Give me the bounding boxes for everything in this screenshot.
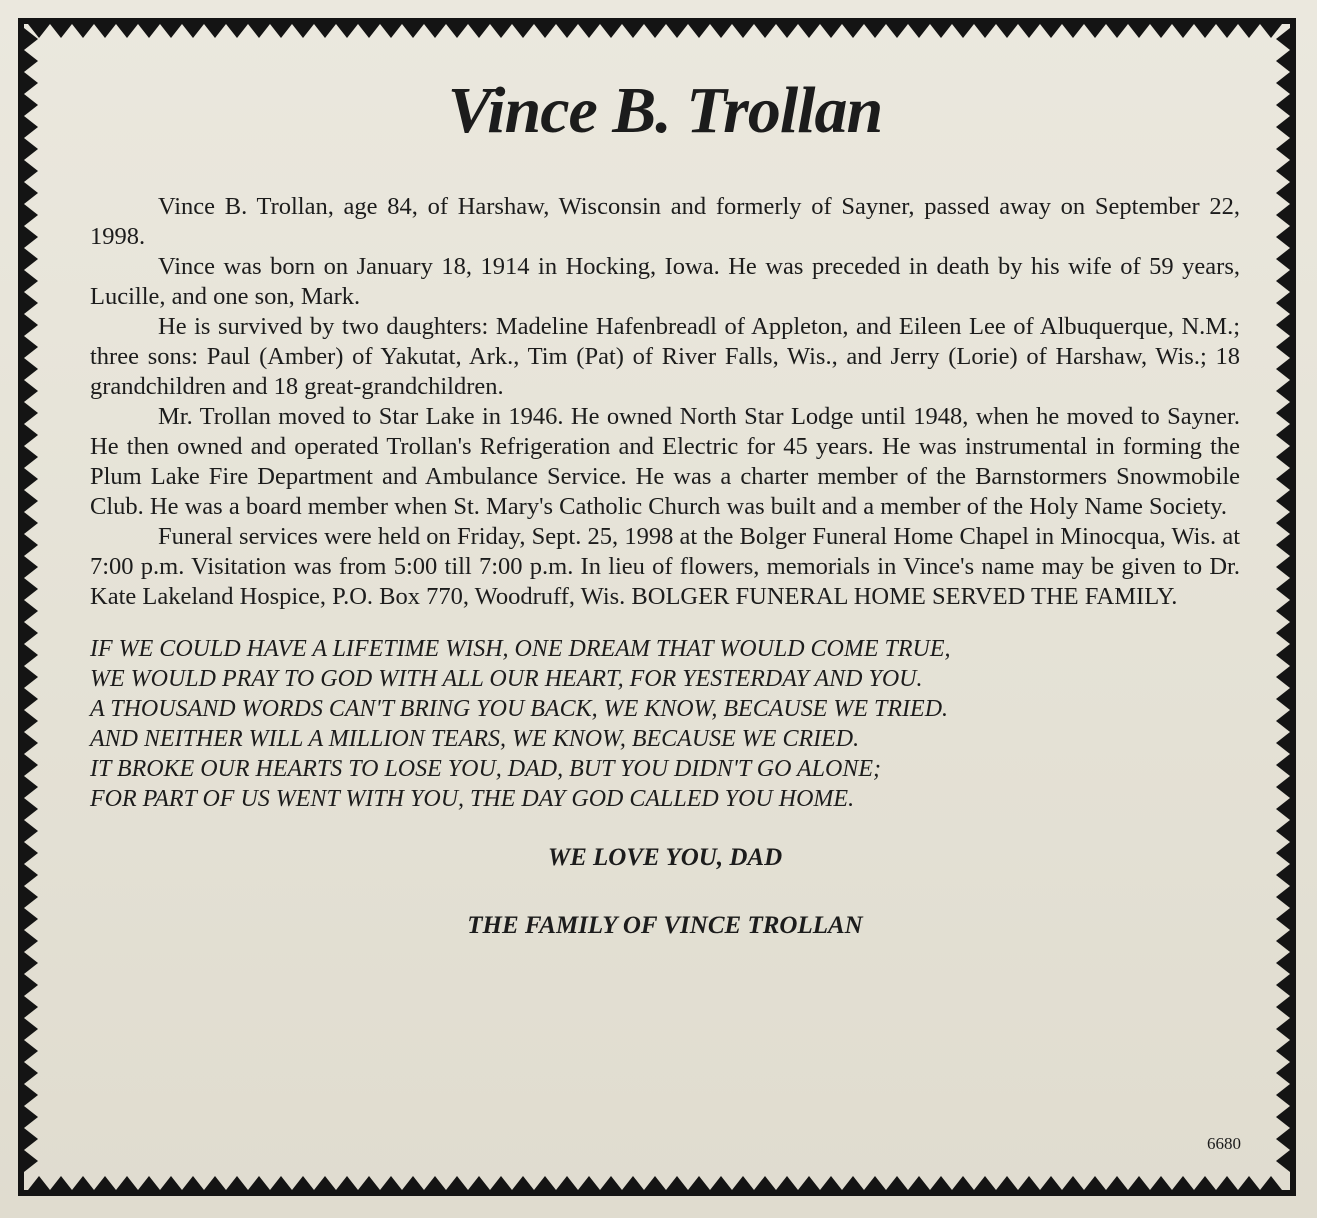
border-tooth xyxy=(1276,116,1290,138)
border-tooth xyxy=(1150,1176,1172,1190)
border-tooth xyxy=(424,24,446,38)
border-tooth xyxy=(1276,710,1290,732)
border-tooth xyxy=(24,820,38,842)
verse-line: IT BROKE OUR HEARTS TO LOSE YOU, DAD, BUT YOU DIDN'T GO ALONE; xyxy=(90,756,881,782)
border-tooth xyxy=(24,402,38,424)
border-tooth xyxy=(24,908,38,930)
border-tooth xyxy=(1276,94,1290,116)
border-tooth xyxy=(24,644,38,666)
border-tooth xyxy=(534,24,556,38)
border-tooth xyxy=(138,24,160,38)
border-tooth xyxy=(732,1176,754,1190)
border-tooth xyxy=(468,24,490,38)
border-tooth xyxy=(864,1176,886,1190)
border-tooth xyxy=(1040,24,1062,38)
border-tooth xyxy=(24,380,38,402)
border-tooth xyxy=(1216,24,1238,38)
border-tooth xyxy=(402,24,424,38)
border-tooth xyxy=(1276,556,1290,578)
border-tooth xyxy=(600,24,622,38)
memorial-verse xyxy=(90,634,1240,814)
border-tooth xyxy=(248,1176,270,1190)
border-tooth xyxy=(798,1176,820,1190)
border-tooth xyxy=(24,996,38,1018)
border-tooth xyxy=(776,1176,798,1190)
border-tooth xyxy=(292,24,314,38)
border-tooth xyxy=(1276,270,1290,292)
border-tooth xyxy=(820,24,842,38)
border-tooth xyxy=(24,468,38,490)
border-tooth xyxy=(578,24,600,38)
border-tooth xyxy=(1276,622,1290,644)
border-tooth xyxy=(1084,1176,1106,1190)
border-tooth xyxy=(930,1176,952,1190)
border-tooth xyxy=(292,1176,314,1190)
border-tooth xyxy=(952,1176,974,1190)
border-tooth xyxy=(1194,1176,1216,1190)
border-tooth xyxy=(358,1176,380,1190)
border-tooth xyxy=(24,424,38,446)
border-tooth xyxy=(94,24,116,38)
border-tooth xyxy=(24,1150,38,1172)
border-tooth xyxy=(1172,1176,1194,1190)
border-tooth xyxy=(1276,446,1290,468)
border-tooth xyxy=(24,864,38,886)
border-tooth xyxy=(380,24,402,38)
border-tooth xyxy=(24,270,38,292)
border-tooth xyxy=(24,1062,38,1084)
border-tooth xyxy=(182,1176,204,1190)
border-tooth xyxy=(666,1176,688,1190)
border-tooth xyxy=(380,1176,402,1190)
border-tooth xyxy=(1276,380,1290,402)
border-tooth xyxy=(1276,886,1290,908)
border-tooth xyxy=(622,1176,644,1190)
border-tooth xyxy=(952,24,974,38)
border-tooth xyxy=(468,1176,490,1190)
border-tooth xyxy=(1276,28,1290,50)
border-tooth xyxy=(556,24,578,38)
border-tooth xyxy=(1276,292,1290,314)
border-tooth xyxy=(754,24,776,38)
border-tooth xyxy=(28,1176,50,1190)
verse-line: AND NEITHER WILL A MILLION TEARS, WE KNOW, BECAUSE WE CRIED. xyxy=(90,726,860,752)
border-tooth xyxy=(1194,24,1216,38)
border-tooth xyxy=(24,974,38,996)
border-tooth xyxy=(974,24,996,38)
border-tooth xyxy=(820,1176,842,1190)
border-tooth xyxy=(94,1176,116,1190)
border-tooth xyxy=(1276,160,1290,182)
border-tooth xyxy=(226,24,248,38)
border-tooth xyxy=(24,1018,38,1040)
border-tooth xyxy=(798,24,820,38)
border-tooth xyxy=(930,24,952,38)
border-tooth xyxy=(24,204,38,226)
border-tooth xyxy=(1276,1040,1290,1062)
border-tooth xyxy=(24,1106,38,1128)
border-tooth xyxy=(1172,24,1194,38)
border-tooth xyxy=(138,1176,160,1190)
border-tooth xyxy=(644,1176,666,1190)
border-tooth xyxy=(358,24,380,38)
border-tooth xyxy=(226,1176,248,1190)
border-tooth xyxy=(24,666,38,688)
border-tooth xyxy=(1276,666,1290,688)
border-tooth xyxy=(512,24,534,38)
border-tooth xyxy=(402,1176,424,1190)
border-tooth xyxy=(1276,776,1290,798)
border-tooth xyxy=(24,930,38,952)
border-tooth xyxy=(1276,1084,1290,1106)
border-tooth xyxy=(1084,24,1106,38)
border-tooth xyxy=(24,336,38,358)
border-tooth xyxy=(1276,864,1290,886)
border-tooth xyxy=(600,1176,622,1190)
ad-code: 6680 xyxy=(1207,1134,1241,1153)
border-tooth xyxy=(578,1176,600,1190)
border-tooth xyxy=(50,24,72,38)
border-tooth xyxy=(1276,754,1290,776)
border-tooth xyxy=(336,1176,358,1190)
border-tooth xyxy=(1276,930,1290,952)
border-tooth xyxy=(24,842,38,864)
border-tooth xyxy=(908,1176,930,1190)
border-tooth xyxy=(1062,24,1084,38)
border-tooth xyxy=(1216,1176,1238,1190)
border-tooth xyxy=(160,1176,182,1190)
closing-line: WE LOVE YOU, DAD xyxy=(547,844,783,871)
border-tooth xyxy=(710,24,732,38)
border-tooth xyxy=(24,578,38,600)
border-tooth xyxy=(24,952,38,974)
border-tooth xyxy=(490,24,512,38)
border-tooth xyxy=(24,534,38,556)
border-tooth xyxy=(424,1176,446,1190)
border-tooth xyxy=(1106,24,1128,38)
obituary-body xyxy=(90,192,1240,612)
border-tooth xyxy=(270,1176,292,1190)
obituary-paragraph: Mr. Trollan moved to Star Lake in 1946. He owned North Star Lodge until 1948, when he moved to Sayner. He then owned and operated Trollan's Refrigeration and Electric for 45 years. He was instrumental in forming the Plum Lake Fire Department and Ambulance Service. He was a charter member of the Barnstormers Snowmobile Club. He was a board member when St. Mary's Catholic Church was built and a member of the Holy Name Society. xyxy=(90,403,1240,520)
verse-line: WE WOULD PRAY TO GOD WITH ALL OUR HEART, FOR YESTERDAY AND YOU. xyxy=(90,666,923,692)
verse-line: FOR PART OF US WENT WITH YOU, THE DAY GOD CALLED YOU HOME. xyxy=(90,786,855,812)
border-tooth xyxy=(72,24,94,38)
border-tooth xyxy=(336,24,358,38)
border-tooth xyxy=(1276,72,1290,94)
border-tooth xyxy=(50,1176,72,1190)
border-tooth xyxy=(1276,600,1290,622)
border-tooth xyxy=(1276,490,1290,512)
border-tooth xyxy=(1276,226,1290,248)
border-tooth xyxy=(1276,512,1290,534)
border-tooth xyxy=(622,24,644,38)
border-tooth xyxy=(908,24,930,38)
border-tooth xyxy=(24,226,38,248)
border-tooth xyxy=(24,160,38,182)
border-tooth xyxy=(1238,1176,1260,1190)
border-tooth xyxy=(24,556,38,578)
border-tooth xyxy=(24,710,38,732)
border-tooth xyxy=(270,24,292,38)
border-tooth xyxy=(24,798,38,820)
border-tooth xyxy=(1276,732,1290,754)
border-tooth xyxy=(24,314,38,336)
border-tooth xyxy=(24,358,38,380)
border-tooth xyxy=(1150,24,1172,38)
family-signature: THE FAMILY OF VINCE TROLLAN xyxy=(467,912,863,939)
border-tooth xyxy=(446,24,468,38)
border-tooth xyxy=(1018,24,1040,38)
border-tooth xyxy=(666,24,688,38)
border-tooth xyxy=(996,1176,1018,1190)
border-tooth xyxy=(446,1176,468,1190)
border-tooth xyxy=(842,1176,864,1190)
border-tooth xyxy=(1260,1176,1282,1190)
border-tooth xyxy=(24,490,38,512)
border-tooth xyxy=(996,24,1018,38)
verse-line: IF WE COULD HAVE A LIFETIME WISH, ONE DREAM THAT WOULD COME TRUE, xyxy=(90,636,951,662)
border-tooth xyxy=(1276,424,1290,446)
border-tooth xyxy=(864,24,886,38)
border-tooth xyxy=(1276,204,1290,226)
border-tooth xyxy=(1276,248,1290,270)
border-tooth xyxy=(776,24,798,38)
border-tooth xyxy=(24,72,38,94)
border-tooth xyxy=(1276,908,1290,930)
border-tooth xyxy=(1276,468,1290,490)
border-tooth xyxy=(1276,1018,1290,1040)
border-tooth xyxy=(24,292,38,314)
border-tooth xyxy=(1276,336,1290,358)
border-tooth xyxy=(732,24,754,38)
border-tooth xyxy=(1276,1106,1290,1128)
border-tooth xyxy=(1128,1176,1150,1190)
obituary-paragraph: Funeral services were held on Friday, Sept. 25, 1998 at the Bolger Funeral Home Chapel in Minocqua, Wis. at 7:00 p.m. Visitation was from 5:00 till 7:00 p.m. In lieu of flowers, memorials in Vince's name may be given to Dr. Kate Lakeland Hospice, P.O. Box 770, Woodruff, Wis. BOLGER FUNERAL HOME SERVED THE FAMILY. xyxy=(90,523,1240,610)
border-tooth xyxy=(24,622,38,644)
border-tooth xyxy=(24,886,38,908)
border-tooth xyxy=(248,24,270,38)
border-tooth xyxy=(1276,952,1290,974)
border-tooth xyxy=(24,512,38,534)
border-tooth xyxy=(644,24,666,38)
obituary-notice xyxy=(90,60,1240,940)
border-tooth xyxy=(116,1176,138,1190)
border-tooth xyxy=(688,24,710,38)
border-tooth xyxy=(886,1176,908,1190)
border-tooth xyxy=(24,688,38,710)
border-tooth xyxy=(1276,820,1290,842)
border-tooth xyxy=(24,182,38,204)
border-tooth xyxy=(974,1176,996,1190)
border-tooth xyxy=(1276,1128,1290,1150)
border-tooth xyxy=(1128,24,1150,38)
border-tooth xyxy=(24,138,38,160)
border-tooth xyxy=(1018,1176,1040,1190)
border-tooth xyxy=(24,50,38,72)
border-tooth xyxy=(1276,358,1290,380)
border-tooth xyxy=(1276,534,1290,556)
border-tooth xyxy=(24,600,38,622)
border-tooth xyxy=(204,1176,226,1190)
border-tooth xyxy=(1276,138,1290,160)
obituary-title: Vince B. Trollan xyxy=(447,74,883,147)
border-tooth xyxy=(1276,402,1290,424)
border-tooth xyxy=(72,1176,94,1190)
border-tooth xyxy=(24,446,38,468)
border-tooth xyxy=(1276,842,1290,864)
border-tooth xyxy=(1276,578,1290,600)
border-tooth xyxy=(1276,1150,1290,1172)
border-tooth xyxy=(1276,688,1290,710)
border-tooth xyxy=(1276,182,1290,204)
border-tooth xyxy=(710,1176,732,1190)
border-tooth xyxy=(1276,50,1290,72)
border-tooth xyxy=(886,24,908,38)
border-tooth xyxy=(512,1176,534,1190)
obituary-paragraph: Vince B. Trollan, age 84, of Harshaw, Wisconsin and formerly of Sayner, passed away on September 22, 1998. xyxy=(90,193,1240,250)
border-tooth xyxy=(534,1176,556,1190)
border-tooth xyxy=(24,1084,38,1106)
border-tooth xyxy=(314,1176,336,1190)
border-tooth xyxy=(688,1176,710,1190)
border-tooth xyxy=(1106,1176,1128,1190)
obituary-paragraph: Vince was born on January 18, 1914 in Hocking, Iowa. He was preceded in death by his wife of 59 years, Lucille, and one son, Mark. xyxy=(90,253,1240,310)
obituary-paragraph: He is survived by two daughters: Madeline Hafenbreadl of Appleton, and Eileen Lee of Albuquerque, N.M.; three sons: Paul (Amber) of Yakutat, Ark., Tim (Pat) of River Falls, Wis., and Jerry (Lorie) of Harshaw, Wis.; 18 grandchildren and 18 great-grandchildren. xyxy=(90,313,1240,400)
border-tooth xyxy=(490,1176,512,1190)
border-tooth xyxy=(24,1040,38,1062)
border-tooth xyxy=(24,1128,38,1150)
border-tooth xyxy=(1276,798,1290,820)
border-tooth xyxy=(204,24,226,38)
border-tooth xyxy=(1062,1176,1084,1190)
border-tooth xyxy=(1260,24,1282,38)
border-tooth xyxy=(160,24,182,38)
border-tooth xyxy=(24,732,38,754)
border-tooth xyxy=(24,754,38,776)
border-tooth xyxy=(1238,24,1260,38)
verse-line: A THOUSAND WORDS CAN'T BRING YOU BACK, WE KNOW, BECAUSE WE TRIED. xyxy=(90,696,949,722)
border-tooth xyxy=(116,24,138,38)
border-tooth xyxy=(1276,644,1290,666)
border-tooth xyxy=(1276,314,1290,336)
border-tooth xyxy=(842,24,864,38)
border-tooth xyxy=(24,94,38,116)
border-tooth xyxy=(24,248,38,270)
border-tooth xyxy=(24,116,38,138)
border-tooth xyxy=(1276,974,1290,996)
border-tooth xyxy=(314,24,336,38)
border-tooth xyxy=(1040,1176,1062,1190)
border-tooth xyxy=(1276,1062,1290,1084)
border-tooth xyxy=(24,776,38,798)
border-tooth xyxy=(1276,996,1290,1018)
border-tooth xyxy=(556,1176,578,1190)
border-tooth xyxy=(182,24,204,38)
border-tooth xyxy=(754,1176,776,1190)
